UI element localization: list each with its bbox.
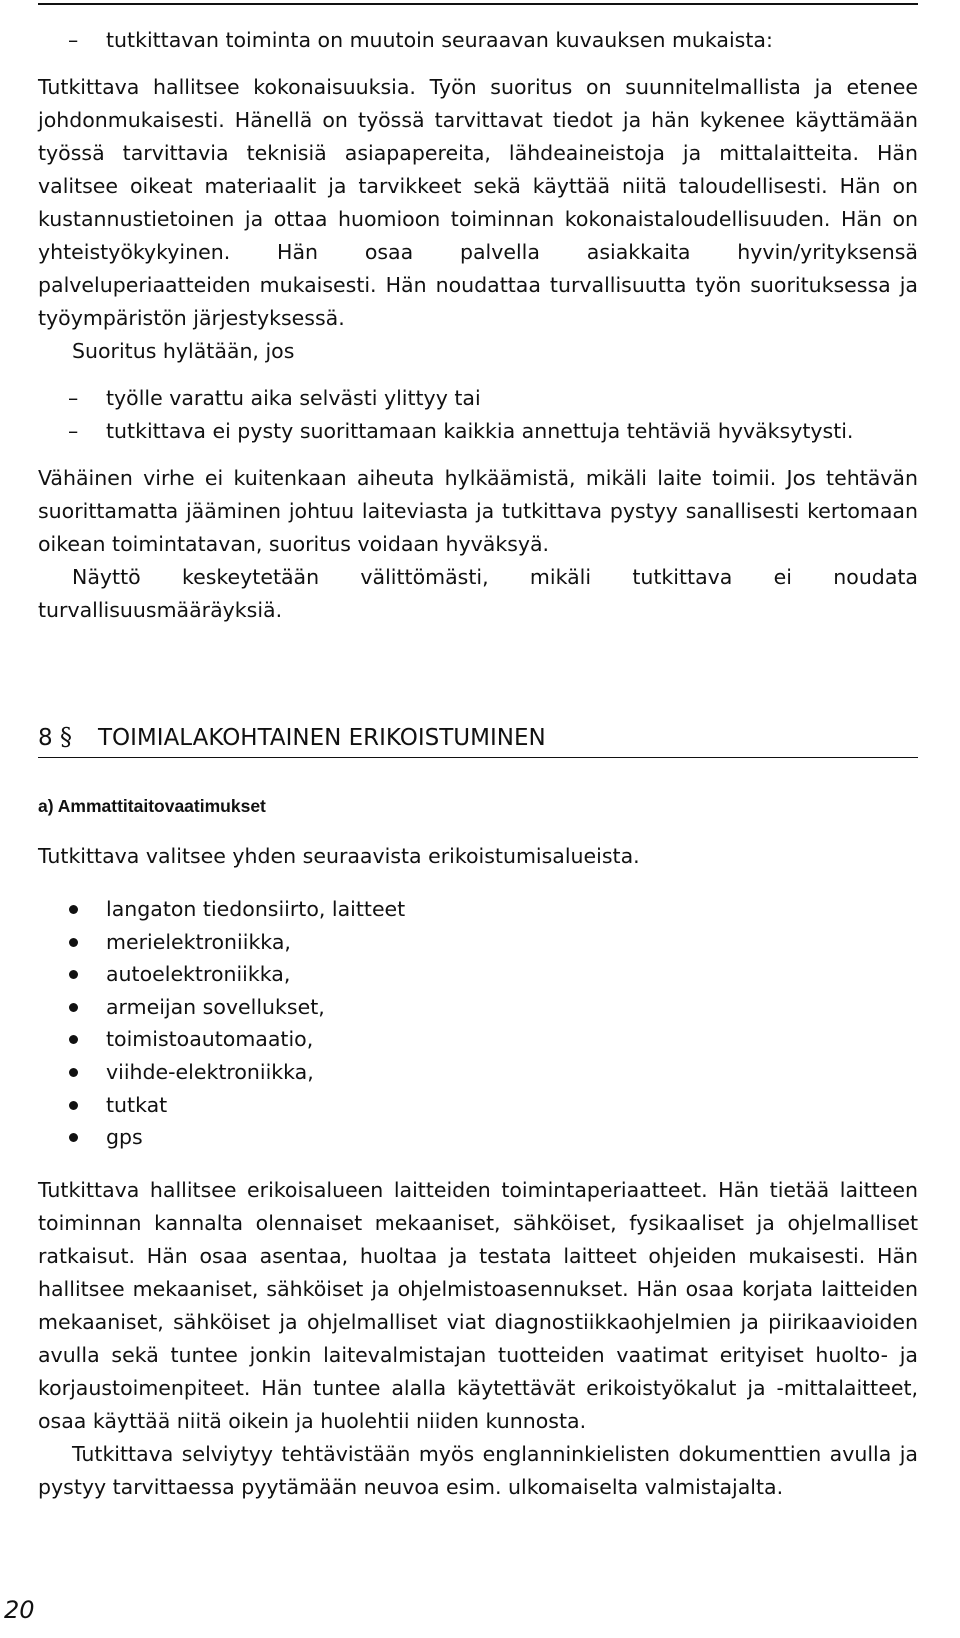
list-item-text: langaton tiedonsiirto, laitteet	[106, 897, 406, 921]
list-item	[38, 1056, 918, 1089]
choose-text: Tutkittava valitsee yhden seuraavista erikoistumisalueista.	[38, 844, 640, 868]
paragraph-specialization-skills: Tutkittava hallitsee erikoisalueen laitteiden toimintaperiaatteet. Hän tietää laitteen toiminnan kannalta olennaiset mekaaniset, sähköiset, fysikaaliset ja ohjelmalliset ratkaisut. Hän osaa asentaa, huoltaa ja testata laitteet ohjeiden mukaisesti. Hän hallitsee mekaaniset, sähköiset ja ohjelmistoasennukset. Hän osaa korjata laitteiden mekaaniset, sähköiset ja ohjelmalliset viat diagnostiikkaohjelmien ja piirikaavioiden avulla sekä tuntee jonkin laitevalmistajan tuotteiden vaatimat erityiset huolto- ja korjaustoimenpiteet. Hän tuntee alalla käytettävät erikoistyökalut ja -mittalaitteet, osaa käyttää niitä oikein ja huolehtii niiden kunnosta.	[38, 1177, 918, 1433]
list-item-text: autoelektroniikka,	[106, 962, 291, 987]
reject-intro: Suoritus hylätään, jos	[72, 339, 295, 363]
list-item	[38, 1089, 918, 1122]
reject-item	[38, 415, 918, 448]
list-item-text: tutkat	[106, 1092, 168, 1117]
top-rule	[38, 3, 918, 5]
section-number: 8	[38, 725, 53, 751]
list-item-text: armeijan sovellukset,	[106, 994, 325, 1019]
bullet-icon	[69, 1003, 78, 1012]
section-title: TOIMIALAKOHTAINEN ERIKOISTUMINEN	[98, 725, 546, 751]
document-page	[38, 24, 918, 1504]
list-item	[38, 926, 918, 959]
list-item-text: merielektroniikka,	[106, 929, 291, 954]
page-number: 20	[4, 1596, 35, 1624]
list-item	[38, 893, 918, 926]
subheading: a) Ammattitaitovaatimukset	[38, 796, 266, 816]
bullet-icon	[69, 938, 78, 947]
intro-dash-text: tutkittavan toiminta on muutoin seuraavan kuvauksen mukaista:	[106, 28, 773, 52]
bullet-icon	[69, 1068, 78, 1077]
dash-marker: –	[68, 28, 79, 52]
list-item-text: gps	[106, 1125, 143, 1150]
bullet-icon	[69, 1035, 78, 1044]
dash-marker: –	[68, 386, 79, 410]
reject-item	[38, 382, 918, 415]
dash-marker: –	[68, 419, 79, 443]
paragraph-english-docs: Tutkittava selviytyy tehtävistään myös englanninkielisten dokumenttien avulla ja pystyy tarvittaessa pyytämään neuvoa esim. ulkomaiselta valmistajalta.	[38, 1441, 918, 1499]
section-heading	[38, 720, 918, 758]
paragraph-competence: Tutkittava hallitsee kokonaisuuksia. Työn suoritus on suunnitelmallista ja etenee johdonmukaisesti. Hänellä on työssä tarvittavat tiedot ja hän kykenee käyttämään työssä tarvittavia teknisiä asiapapereita, lähdeaineistoja ja mittalaitteita. Hän valitsee oikeat materiaalit ja tarvikkeet sekä käyttää niitä taloudellisesti. Hän on kustannustietoinen ja ottaa huomioon toiminnan kokonaistaloudellisuuden. Hän on yhteistyökykyinen. Hän osaa palvella asiakkaita hyvin/yrityksensä palveluperiaatteiden mukaisesti. Hän noudattaa turvallisuutta työn suorituksessa ja työympäristön järjestyksessä.	[38, 75, 918, 330]
section-symbol: §	[60, 723, 72, 751]
intro-dash-item	[38, 24, 918, 57]
paragraph-minor-error: Vähäinen virhe ei kuitenkaan aiheuta hylkäämistä, mikäli laite toimii. Jos tehtävän suorittamatta jääminen johtuu laiteviasta ja tutkittava pystyy sanallisesti kertomaan oikean toimintatavan, suoritus voidaan hyväksyä.	[38, 466, 918, 556]
list-item-text: toimistoautomaatio,	[106, 1027, 314, 1052]
list-item	[38, 1121, 918, 1154]
reject-item-text: työlle varattu aika selvästi ylittyy tai	[106, 386, 481, 410]
list-item	[38, 991, 918, 1024]
paragraph-interruption: Näyttö keskeytetään välittömästi, mikäli tutkittava ei noudata turvallisuusmääräyksiä.	[38, 565, 918, 622]
specialization-list	[38, 893, 918, 1154]
bullet-icon	[69, 1133, 78, 1142]
reject-item-text: tutkittava ei pysty suorittamaan kaikkia annettuja tehtäviä hyväksytysti.	[106, 419, 854, 443]
list-item-text: viihde-elektroniikka,	[106, 1059, 314, 1084]
list-item	[38, 958, 918, 991]
bullet-icon	[69, 1101, 78, 1110]
bullet-icon	[69, 905, 78, 914]
list-item	[38, 1023, 918, 1056]
bullet-icon	[69, 970, 78, 979]
